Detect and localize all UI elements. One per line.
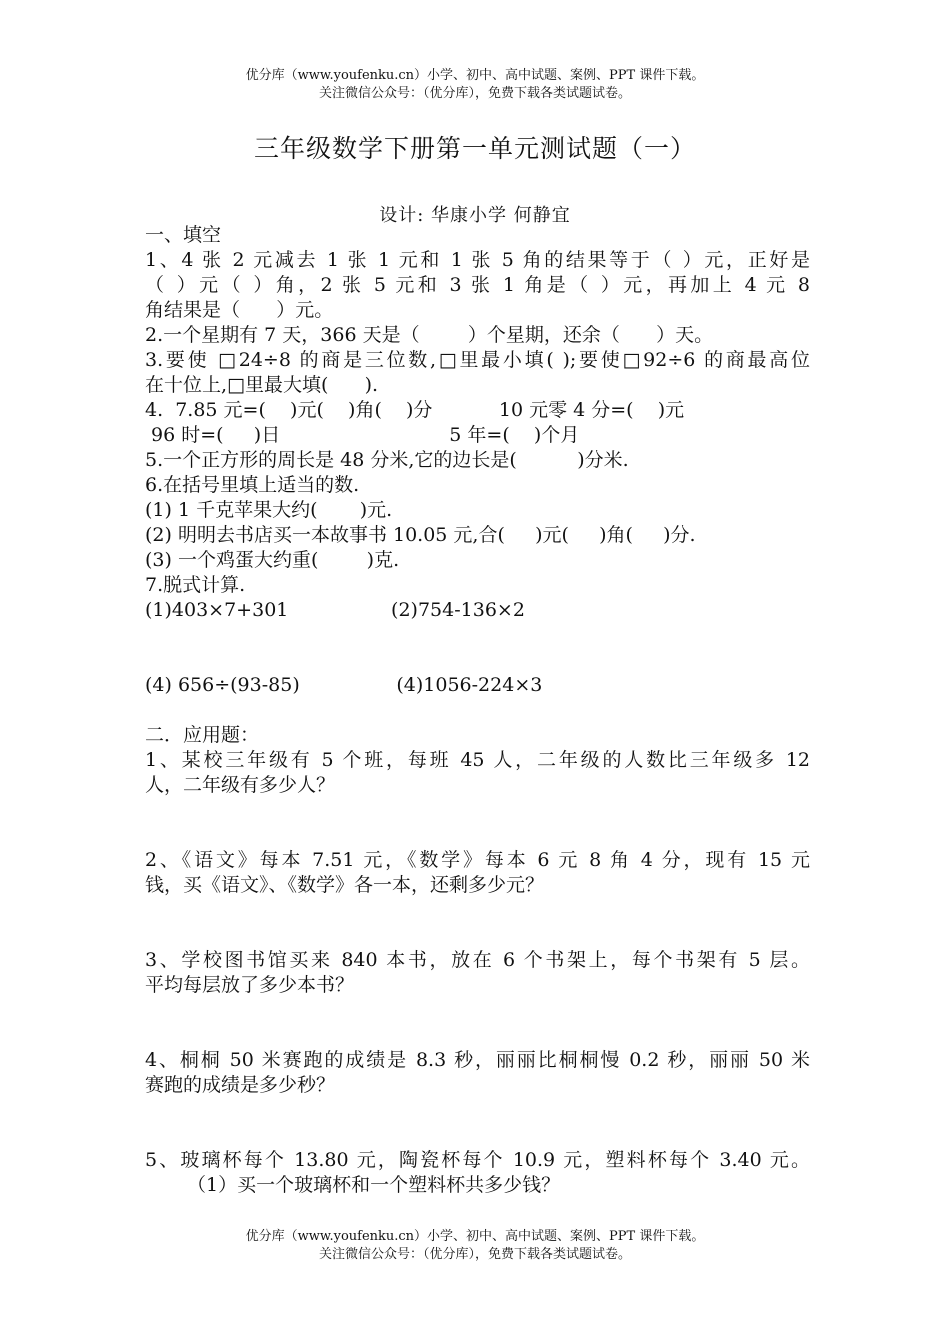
header-line-2: 关注微信公众号：（优分库），免费下载各类试题试卷。	[318, 86, 631, 101]
footer-line-1: 优分库（www.youfenku.cn）小学、初中、高中试题、案例、PPT 课件下载。	[245, 1229, 705, 1244]
fill-line: (2) 明明去书店买一本故事书 10.05 元,合( )元( )角( )分.	[145, 524, 696, 546]
problem-line: 1、某校三年级有 5 个班，每班 45 人，二年级的人数比三年级多 12	[145, 749, 810, 771]
problem-line: 5、玻璃杯每个 13.80 元，陶瓷杯每个 10.9 元，塑料杯每个 3.40 元。	[145, 1149, 810, 1171]
header-line-1: 优分库（www.youfenku.cn）小学、初中、高中试题、案例、PPT 课件下载。	[245, 68, 705, 83]
fill-line: (3) 一个鸡蛋大约重( )克.	[145, 549, 400, 571]
calc-line: (1)403×7+301 (2)754-136×2	[145, 599, 525, 621]
section-2-heading: 二．应用题：	[145, 724, 260, 746]
fill-line: 96 时=( )日 5 年=( )个月	[145, 424, 580, 446]
fill-line: 在十位上,□里最大填( ).	[145, 374, 379, 396]
fill-line: 7.脱式计算.	[145, 574, 246, 596]
page-title: 三年级数学下册第一单元测试题（一）	[253, 134, 696, 163]
designer-credit: 设计: 华康小学 何静宜	[379, 205, 571, 226]
fill-line: (1) 1 千克苹果大约( )元.	[145, 499, 393, 521]
calc-line: (4) 656÷(93-85) (4)1056-224×3	[145, 674, 543, 696]
problem-line: 赛跑的成绩是多少秒？	[145, 1074, 336, 1096]
problem-line: 4、桐桐 50 米赛跑的成绩是 8.3 秒，丽丽比桐桐慢 0.2 秒，丽丽 50 米	[145, 1049, 810, 1071]
page-footer	[0, 1228, 950, 1264]
fill-line: 3.要使 □24÷8 的商是三位数,□里最小填( );要使□92÷6 的商最高位	[145, 349, 810, 371]
fill-line: （ ）元（ ）角，2 张 5 元和 3 张 1 角是（ ）元，再加上 4 元 8	[145, 274, 810, 296]
problem-line: 钱，买《语文》、《数学》各一本，还剩多少元？	[145, 874, 545, 896]
fill-line: 角结果是（ ）元。	[145, 299, 334, 321]
page-header	[0, 67, 950, 103]
worksheet-body	[145, 223, 810, 1198]
fill-line: 1、4 张 2 元减去 1 张 1 元和 1 张 5 角的结果等于（ ）元，正好是	[145, 249, 810, 271]
problem-line: 平均每层放了多少本书？	[145, 974, 355, 996]
fill-line: 4. 7.85 元=( )元( )角( )分 10 元零 4 分=( )元	[145, 399, 685, 421]
section-1-heading: 一、填空	[145, 224, 222, 246]
fill-line: 2.一个星期有 7 天，366 天是（ ）个星期，还余（ ）天。	[145, 324, 714, 346]
problem-line: 人，二年级有多少人？	[145, 774, 336, 796]
fill-line: 6.在括号里填上适当的数.	[145, 474, 360, 496]
problem-line: （1）买一个玻璃杯和一个塑料杯共多少钱？	[187, 1174, 561, 1196]
fill-line: 5.一个正方形的周长是 48 分米,它的边长是( )分米.	[145, 449, 629, 471]
footer-line-2: 关注微信公众号：（优分库），免费下载各类试题试卷。	[318, 1247, 631, 1262]
problem-line: 2、《语文》每本 7.51 元，《数学》每本 6 元 8 角 4 分，现有 15 元	[145, 849, 810, 871]
problem-line: 3、学校图书馆买来 840 本书，放在 6 个书架上，每个书架有 5 层。	[145, 949, 810, 971]
